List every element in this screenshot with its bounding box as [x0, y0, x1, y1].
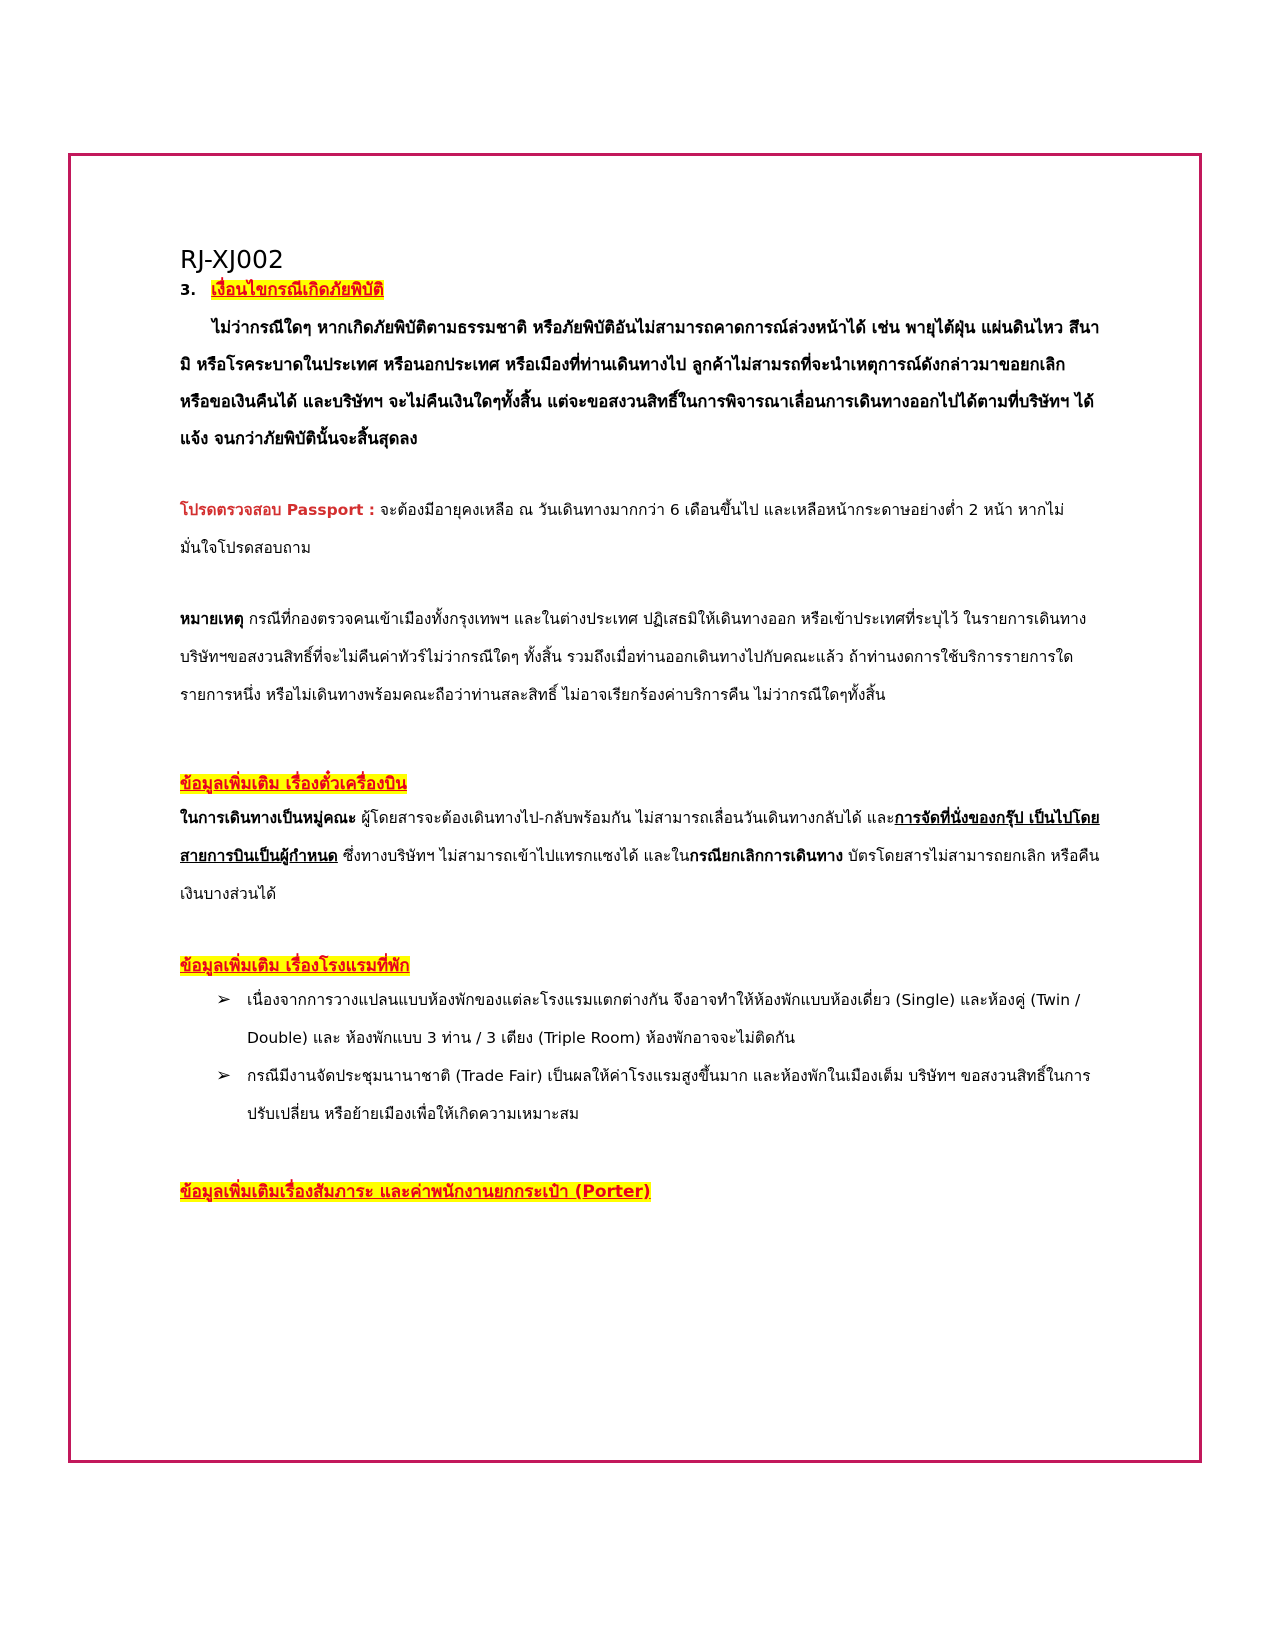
disaster-condition-text: ไม่ว่ากรณีใดๆ หากเกิดภัยพิบัติตามธรรมชาติ หรือภัยพิบัติอันไม่สามารถคาดการณ์ล่วงหน้าได้ เช่น พายุไต้ฝุ่น แผ่นดินไหว สึนามิ หรือโรคระบาดในประเทศ หรือนอกประเทศ หรือเมืองที่ท่านเดินทางไป ลูกค้าไม่สามรถที่จะนำเหตุการณ์ดังกล่าวมาขอยกเลิก หรือขอเงินคืนได้ และบริษัทฯ จะไม่คืนเงินใดๆทั้งสิ้น แต่จะขอสงวนสิทธิ์ในการพิจารณาเลื่อนการเดินทางออกไปได้ตามที่บริษัทฯ ได้แจ้ง จนกว่าภัยพิบัตินั้นจะสิ้นสุดลง	[180, 318, 1100, 448]
remark-notice	[180, 600, 1100, 714]
remark-text: กรณีที่กองตรวจคนเข้าเมืองทั้งกรุงเทพฯ และในต่างประเทศ ปฏิเสธมิให้เดินทางออก หรือเข้าประเทศที่ระบุไว้ ในรายการเดินทาง บริษัทฯขอสงวนสิทธิ์ที่จะไม่คืนค่าทัวร์ไม่ว่ากรณีใดๆ ทั้งสิ้น รวมถึงเมื่อท่านออกเดินทางไปกับคณะแล้ว ถ้าท่านงดการใช้บริการรายการใดรายการหนึ่ง หรือไม่เดินทางพร้อมคณะถือว่าท่านสละสิทธิ์ ไม่อาจเรียกร้องค่าบริการคืน ไม่ว่ากรณีใดๆทั้งสิ้น	[180, 610, 1087, 704]
list-item	[180, 981, 1100, 1057]
passport-label: โปรดตรวจสอบ Passport :	[180, 501, 375, 519]
arrow-bullet-icon: ➢	[216, 1065, 232, 1086]
ticket-info-heading	[180, 769, 1100, 799]
baggage-info-heading	[180, 1177, 1100, 1207]
seat-assignment-label: การจัดที่นั่งของกรุ๊ป เป็นไปโดยสายการบินเป็นผู้กำหนด	[180, 809, 1100, 865]
hotel-item-text: เนื่องจากการวางแปลนแบบห้องพักของแต่ละโรงแรมแตกต่างกัน จึงอาจทำให้ห้องพักแบบห้องเดี่ยว (Single) และห้องคู่ (Twin / Double) และ ห้องพักแบบ 3 ท่าน / 3 เตียง (Triple Room) ห้องพักอาจจะไม่ติดกัน	[247, 991, 1081, 1047]
group-travel-label: ในการเดินทางเป็นหมู่คณะ	[180, 809, 357, 827]
baggage-heading-text: ข้อมูลเพิ่มเติมเรื่องสัมภาระ และค่าพนักงานยกกระเป๋า (Porter)	[180, 1182, 651, 1202]
remark-label: หมายเหตุ	[180, 610, 244, 628]
ticket-heading-text: ข้อมูลเพิ่มเติม เรื่องตั๋วเครื่องบิน	[180, 774, 407, 794]
tour-code: RJ-XJ002	[180, 245, 284, 274]
list-item	[180, 1057, 1100, 1133]
ticket-text-1: ผู้โดยสารจะต้องเดินทางไป-กลับพร้อมกัน ไม่สามารถเลื่อนวันเดินทางกลับได้ และ	[356, 809, 895, 827]
section-3-heading	[180, 275, 1100, 305]
hotel-info-list	[180, 981, 1100, 1133]
hotel-heading-text: ข้อมูลเพิ่มเติม เรื่องโรงแรมที่พัก	[180, 956, 410, 976]
cancel-trip-label: กรณียกเลิกการเดินทาง	[689, 847, 844, 865]
arrow-bullet-icon: ➢	[216, 989, 232, 1010]
ticket-text-3: บัตรโดยสารไม่สามารถยกเลิก หรือคืนเงินบางส่วนได้	[180, 847, 1100, 903]
section-title: เงื่อนไขกรณีเกิดภัยพิบัติ	[211, 280, 384, 300]
passport-text: จะต้องมีอายุคงเหลือ ณ วันเดินทางมากกว่า 6 เดือนขึ้นไป และเหลือหน้ากระดาษอย่างต่ำ 2 หน้า หากไม่มั่นใจโปรดสอบถาม	[180, 501, 1065, 557]
section-number: 3.	[180, 281, 197, 299]
ticket-info-text	[180, 799, 1100, 913]
ticket-text-2: ซึ่งทางบริษัทฯ ไม่สามารถเข้าไปแทรกแซงได้ และใน	[337, 847, 690, 865]
passport-notice	[180, 491, 1100, 567]
hotel-info-heading	[180, 951, 1100, 981]
document-content	[180, 245, 1100, 1207]
hotel-item-text: กรณีมีงานจัดประชุมนานาชาติ (Trade Fair) เป็นผลให้ค่าโรงแรมสูงขึ้นมาก และห้องพักในเมืองเต็ม บริษัทฯ ขอสงวนสิทธิ์ในการปรับเปลี่ยน หรือย้ายเมืองเพื่อให้เกิดความเหมาะสม	[247, 1067, 1091, 1123]
